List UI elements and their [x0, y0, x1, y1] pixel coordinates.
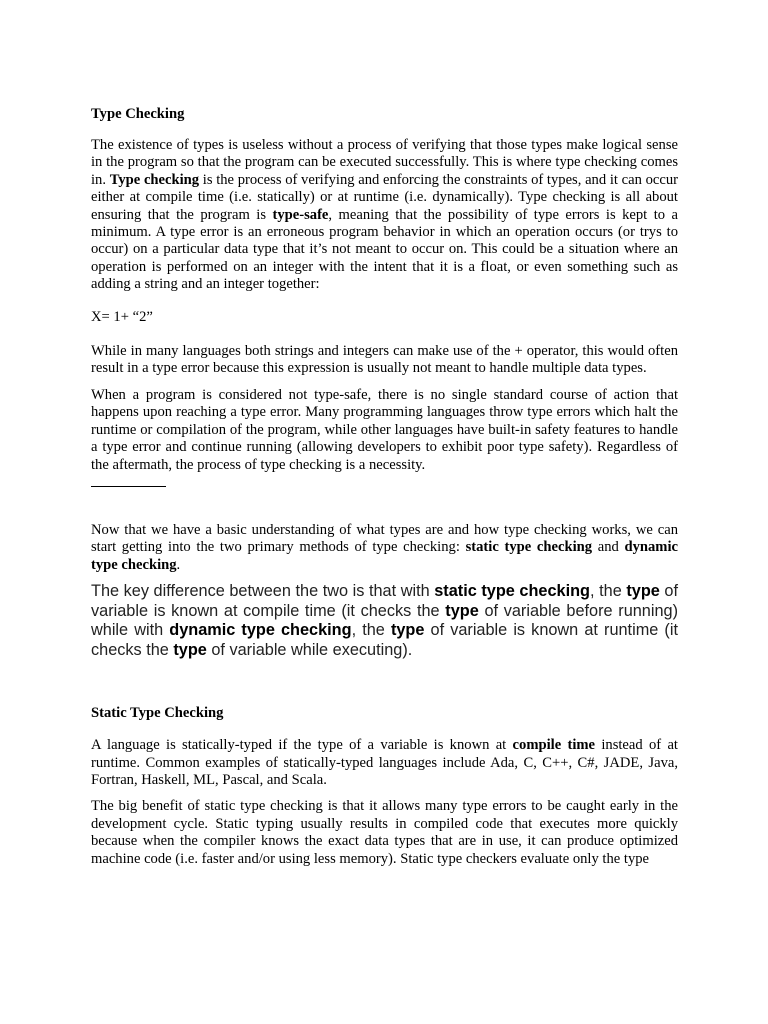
- key-difference-callout: The key difference between the two is that with static type checking, the type of variable is known at compile time (it checks the type of variable before running) while with dynamic type checking, the type of variable is known at runtime (it checks the type of variable while executing).: [91, 582, 679, 659]
- heading-type-checking: Type Checking: [91, 106, 185, 122]
- paragraph-two-methods: Now that we have a basic understanding of what types are and how type checking works, we can start getting into the two primary methods of type checking: static type checking and dynamic type checking.: [91, 521, 678, 573]
- heading-static-type-checking: Static Type Checking: [91, 705, 224, 722]
- paragraph-static-benefit: The big benefit of static type checking is that it allows many type errors to be caught early in the development cycle. Static typing usually results in compiled code that executes more quickly because when the compiler knows the exact data types that are in use, it can produce optimized machine code (i.e. faster and/or using less memory). Static type checkers evaluate only the type: [91, 798, 678, 867]
- paragraph-intro: The existence of types is useless without a process of verifying that those types make logical sense in the program so that the program can be executed successfully. This is where type checking comes in. Type checking is the process of verifying and enforcing the constraints of types, and it can occur either at compile time (i.e. statically) or at runtime (i.e. dynamically). Type checking is all about ensuring that the program is type-safe, meaning that the possibility of type errors is kept to a minimum. A type error is an erroneous program behavior in which an operation occurs (or trys to occur) on a particular data type that it’s not meant to occur on. This could be a situation where an operation is performed on an integer with the intent that it is a float, or even something such as adding a string and an integer together:: [91, 137, 678, 293]
- paragraph-not-type-safe: When a program is considered not type-safe, there is no single standard course of action that happens upon reaching a type error. Many programming languages throw type errors which halt the runtime or compilation of the program, while other languages have built-in safety features to handle a type error and continue running (allowing developers to exhibit poor type safety). Regardless of the aftermath, the process of type checking is a necessity.: [91, 386, 678, 473]
- paragraph-plus-operator: While in many languages both strings and integers can make use of the + operator, this would often result in a type error because this expression is usually not meant to handle multiple data types.: [91, 343, 678, 377]
- document-body: [91, 104, 678, 868]
- code-example: X= 1+ “2”: [91, 308, 153, 325]
- paragraph-statically-typed: A language is statically-typed if the type of a variable is known at compile time instead of at runtime. Common examples of statically-typed languages include Ada, C, C++, C#, JADE, Java, Fortran, Haskell, ML, Pascal, and Scala.: [91, 737, 678, 788]
